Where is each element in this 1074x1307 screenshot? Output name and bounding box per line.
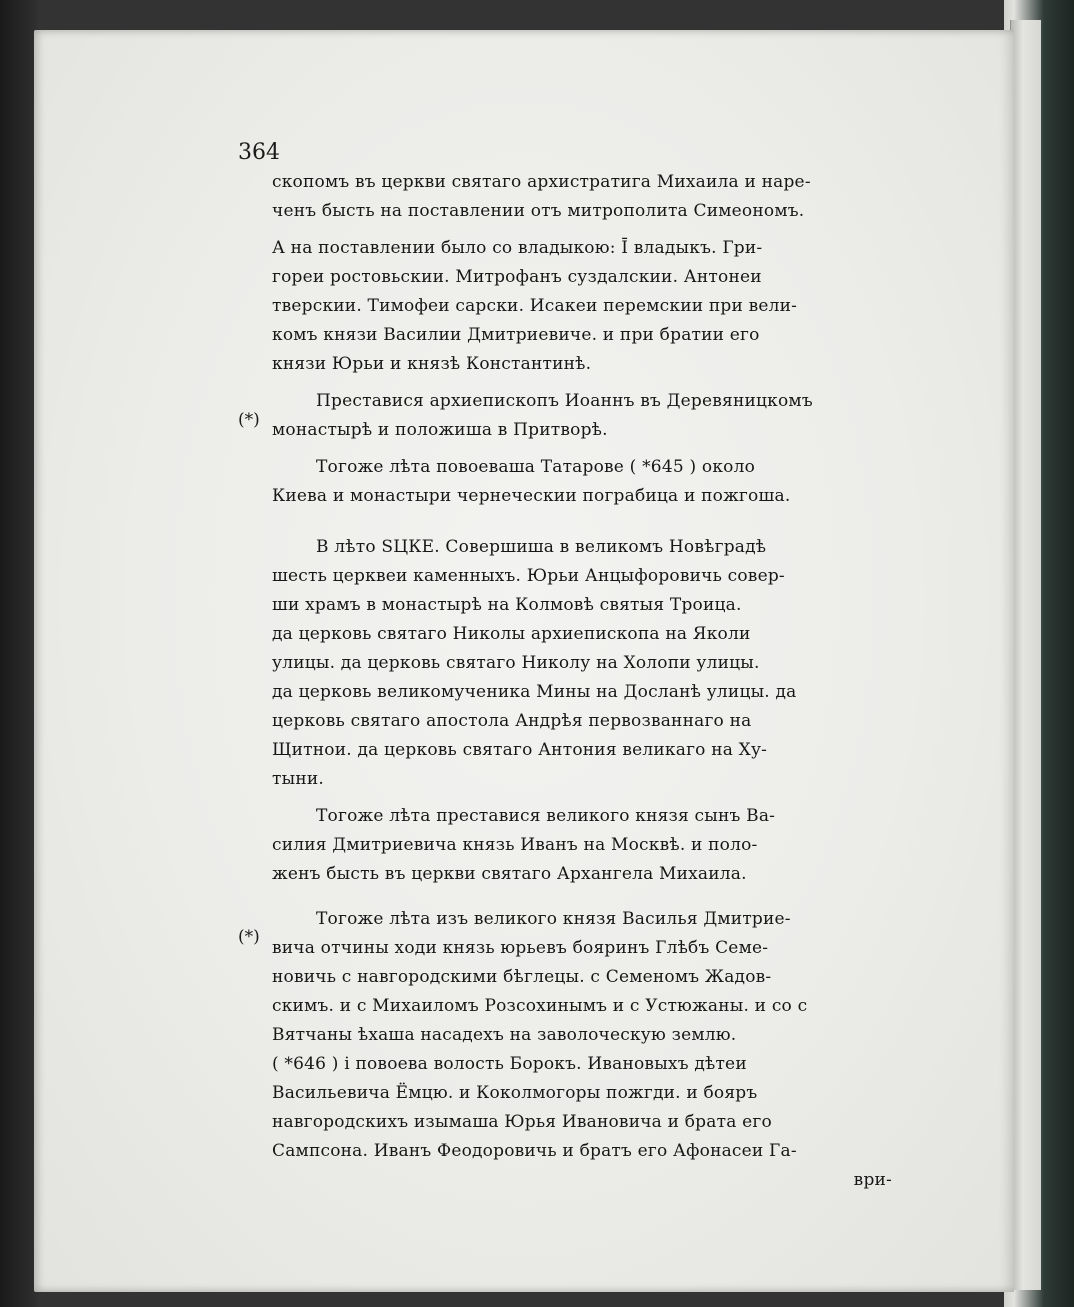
text-line: скопомъ въ церкви святаго архистратига Михаила и наре- [272,172,811,192]
text-line: Вятчаны ѣхаша насадехъ на заволоческую землю. [272,1025,737,1045]
text-line: Щитнои. да церковь святаго Антония великаго на Ху- [272,740,768,760]
text-line: Киева и монастыри чернеческии пограбица и пожгоша. [272,486,791,506]
text-line: ченъ бысть на поставлении отъ митрополита Симеономъ. [272,201,805,221]
paragraph [272,533,892,794]
text-line: женъ бысть въ церкви святаго Архангела Михаила. [272,864,747,884]
text-line: Тогоже лѣта изъ великого князя Василья Дмитрие- [316,909,791,929]
text-line: скимъ. и с Михаиломъ Розсохинымъ и с Устюжаны. и со с [272,996,808,1016]
text-line: тыни. [272,769,324,789]
text-line: А на поставлении было со владыкою: Ī владыкъ. Гри- [272,238,763,258]
margin-footnote-mark: (*) [238,410,260,430]
paragraph [272,387,892,445]
text-line: навгородскихъ изымаша Юрья Ивановича и брата его [272,1112,772,1132]
text-line: новичь с навгородскими бѣглецы. с Семеномъ Жадов- [272,967,772,987]
text-line: церковь святаго апостола Андрѣя первозваннаго на [272,711,752,731]
text-line: гореи ростовьскии. Митрофанъ суздалскии. Антонеи [272,267,762,287]
text-line: тверскии. Тимофеи сарски. Исакеи перемскии при вели- [272,296,798,316]
text-line: Васильевича Ёмцю. и Коколмогоры пожгди. и бояръ [272,1083,758,1103]
text-line: князи Юрьи и князѣ Константинѣ. [272,354,592,374]
page-number: 364 [238,140,280,165]
paragraph [272,905,892,1166]
text-line: ( *646 ) і повоева волость Борокъ. Ивановыхъ дѣтеи [272,1054,747,1074]
text-line: Сампсона. Иванъ Феодоровичь и братъ его Афонасеи Га- [272,1141,797,1161]
text-line: Тогоже лѣта преставися великого князя сынъ Ва- [316,806,776,826]
text-line: силия Дмитриевича князь Иванъ на Москвѣ. и поло- [272,835,758,855]
text-line: улицы. да церковь святаго Николу на Холопи улицы. [272,653,760,673]
adjacent-page-edge [1010,20,1041,1290]
text-line: ши храмъ в монастырѣ на Колмовѣ святыя Троица. [272,595,742,615]
text-line: шесть церквеи каменныхъ. Юрьи Анцыфоровичь совер- [272,566,785,586]
paragraph [272,234,892,379]
text-line: Тогоже лѣта повоеваша Татарове ( *645 ) около [316,457,756,477]
paragraph [272,168,892,226]
text-line: да церковь святаго Николы архиепископа на Яколи [272,624,751,644]
margin-footnote-mark: (*) [238,927,260,947]
text-line: комъ князи Василии Дмитриевиче. и при братии его [272,325,760,345]
catchword: ври- [853,1170,892,1190]
text-line: В лѣто ЅЦКЕ. Совершиша в великомъ Новѣградѣ [316,537,767,557]
text-line: монастырѣ и положиша в Притворѣ. [272,420,608,440]
main-text [272,168,892,1195]
paragraph [272,802,892,889]
text-line: Преставися архиепископъ Иоаннъ въ Деревяницкомъ [316,391,813,411]
paragraph [272,453,892,511]
text-line: вича отчины ходи князь юрьевъ бояринъ Глѣбъ Семе- [272,938,769,958]
text-line: да церковь великомученика Мины на Досланѣ улицы. да [272,682,797,702]
